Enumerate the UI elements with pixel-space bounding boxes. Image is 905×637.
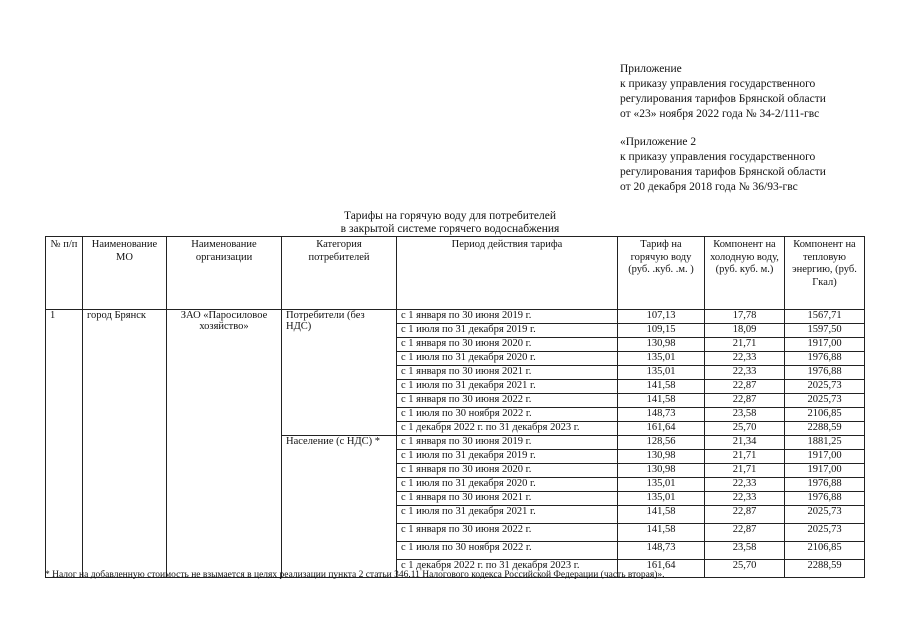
- cell-period: с 1 декабря 2022 г. по 31 декабря 2023 г.: [397, 560, 618, 578]
- cell-cold: 18,09: [705, 324, 785, 338]
- cell-cold: 22,87: [705, 394, 785, 408]
- cell-cold: 21,71: [705, 338, 785, 352]
- cell-cold: 21,34: [705, 436, 785, 450]
- cell-cold: 25,70: [705, 560, 785, 578]
- col-header-category: Категория потребителей: [282, 237, 397, 310]
- cell-period: с 1 января по 30 июня 2022 г.: [397, 394, 618, 408]
- cell-heat: 2025,73: [785, 394, 865, 408]
- cell-tariff: 135,01: [618, 366, 705, 380]
- cell-cold: 23,58: [705, 542, 785, 560]
- cell-heat: 1917,00: [785, 464, 865, 478]
- cell-period: с 1 июля по 31 декабря 2021 г.: [397, 380, 618, 394]
- cell-cold: 22,87: [705, 524, 785, 542]
- appendix2-line: от 20 декабря 2018 года № 36/93-гвс: [620, 181, 798, 193]
- table-header-row: [46, 237, 865, 310]
- cell-period: с 1 июля по 30 ноября 2022 г.: [397, 542, 618, 560]
- cell-tariff: 161,64: [618, 560, 705, 578]
- cell-period: с 1 января по 30 июня 2021 г.: [397, 492, 618, 506]
- appendix1-line: Приложение: [620, 63, 682, 75]
- document-title: Тарифы на горячую воду для потребителей: [343, 210, 557, 222]
- cell-tariff: 109,15: [618, 324, 705, 338]
- cell-period: с 1 июля по 31 декабря 2021 г.: [397, 506, 618, 524]
- cell-period: с 1 июля по 31 декабря 2020 г.: [397, 478, 618, 492]
- col-header-tariff: Тариф на горячую воду (руб. .куб. .м. ): [618, 237, 705, 310]
- cell-cold: 23,58: [705, 408, 785, 422]
- document-subtitle: в закрытой системе горячего водоснабжения: [340, 223, 560, 235]
- col-header-num: № п/п: [46, 237, 83, 310]
- cell-cold: 22,87: [705, 506, 785, 524]
- cell-category: Потребители (без НДС): [282, 310, 397, 436]
- cell-heat: 2106,85: [785, 408, 865, 422]
- col-header-org: Наименование организации: [167, 237, 282, 310]
- table-body: [46, 310, 865, 578]
- cell-category: Население (с НДС) *: [282, 436, 397, 578]
- cell-tariff: 141,58: [618, 506, 705, 524]
- cell-cold: 22,87: [705, 380, 785, 394]
- cell-heat: 1976,88: [785, 492, 865, 506]
- col-header-mo: Наименование МО: [83, 237, 167, 310]
- cell-period: с 1 января по 30 июня 2019 г.: [397, 310, 618, 324]
- cell-cold: 22,33: [705, 352, 785, 366]
- appendix1-line: к приказу управления государственного: [620, 78, 816, 90]
- appendix1-line: регулирования тарифов Брянской области: [620, 93, 826, 105]
- cell-tariff: 141,58: [618, 394, 705, 408]
- cell-tariff: 135,01: [618, 352, 705, 366]
- cell-tariff: 161,64: [618, 422, 705, 436]
- cell-tariff: 128,56: [618, 436, 705, 450]
- cell-cold: 22,33: [705, 478, 785, 492]
- cell-period: с 1 декабря 2022 г. по 31 декабря 2023 г.: [397, 422, 618, 436]
- table-row: [46, 310, 865, 324]
- tariff-table: [45, 236, 865, 578]
- cell-cold: 25,70: [705, 422, 785, 436]
- cell-period: с 1 июля по 31 декабря 2019 г.: [397, 450, 618, 464]
- cell-heat: 1917,00: [785, 450, 865, 464]
- cell-period: с 1 января по 30 июня 2020 г.: [397, 338, 618, 352]
- cell-cold: 22,33: [705, 366, 785, 380]
- cell-period: с 1 июля по 30 ноября 2022 г.: [397, 408, 618, 422]
- cell-mo: город Брянск: [83, 310, 167, 578]
- cell-cold: 21,71: [705, 450, 785, 464]
- cell-period: с 1 января по 30 июня 2019 г.: [397, 436, 618, 450]
- cell-period: с 1 июля по 31 декабря 2019 г.: [397, 324, 618, 338]
- cell-tariff: 130,98: [618, 450, 705, 464]
- cell-cold: 22,33: [705, 492, 785, 506]
- cell-period: с 1 января по 30 июня 2020 г.: [397, 464, 618, 478]
- col-header-cold: Компонент на холодную воду, (руб. куб. м.): [705, 237, 785, 310]
- cell-heat: 1976,88: [785, 352, 865, 366]
- cell-heat: 1567,71: [785, 310, 865, 324]
- cell-cold: 21,71: [705, 464, 785, 478]
- appendix-header: [620, 62, 826, 195]
- cell-heat: 2025,73: [785, 380, 865, 394]
- cell-heat: 2106,85: [785, 542, 865, 560]
- cell-tariff: 130,98: [618, 338, 705, 352]
- cell-heat: 2288,59: [785, 560, 865, 578]
- cell-heat: 1881,25: [785, 436, 865, 450]
- cell-period: с 1 января по 30 июня 2022 г.: [397, 524, 618, 542]
- cell-period: с 1 января по 30 июня 2021 г.: [397, 366, 618, 380]
- cell-tariff: 141,58: [618, 380, 705, 394]
- appendix2-line: к приказу управления государственного: [620, 151, 816, 163]
- cell-heat: 1597,50: [785, 324, 865, 338]
- cell-tariff: 107,13: [618, 310, 705, 324]
- cell-org: ЗАО «Паросиловое хозяйство»: [167, 310, 282, 578]
- cell-heat: 2025,73: [785, 506, 865, 524]
- cell-tariff: 148,73: [618, 542, 705, 560]
- cell-num: 1: [46, 310, 83, 578]
- appendix1-line: от «23» ноября 2022 года № 34-2/111-гвс: [620, 108, 820, 120]
- cell-tariff: 130,98: [618, 464, 705, 478]
- cell-tariff: 148,73: [618, 408, 705, 422]
- cell-cold: 17,78: [705, 310, 785, 324]
- cell-heat: 2288,59: [785, 422, 865, 436]
- col-header-heat: Компонент на тепловую энергию, (руб. Гкал): [785, 237, 865, 310]
- appendix2-line: «Приложение 2: [620, 136, 697, 148]
- cell-tariff: 135,01: [618, 492, 705, 506]
- cell-heat: 1976,88: [785, 366, 865, 380]
- cell-heat: 2025,73: [785, 524, 865, 542]
- footnote: * Налог на добавленную стоимость не взымается в целях реализации пункта 2 статьи 346.11 Налогового кодекса Российской Федерации (часть вторая)».: [45, 570, 665, 580]
- col-header-period: Период действия тарифа: [397, 237, 618, 310]
- cell-heat: 1917,00: [785, 338, 865, 352]
- appendix2-line: регулирования тарифов Брянской области: [620, 166, 826, 178]
- cell-tariff: 141,58: [618, 524, 705, 542]
- cell-tariff: 135,01: [618, 478, 705, 492]
- cell-heat: 1976,88: [785, 478, 865, 492]
- cell-period: с 1 июля по 31 декабря 2020 г.: [397, 352, 618, 366]
